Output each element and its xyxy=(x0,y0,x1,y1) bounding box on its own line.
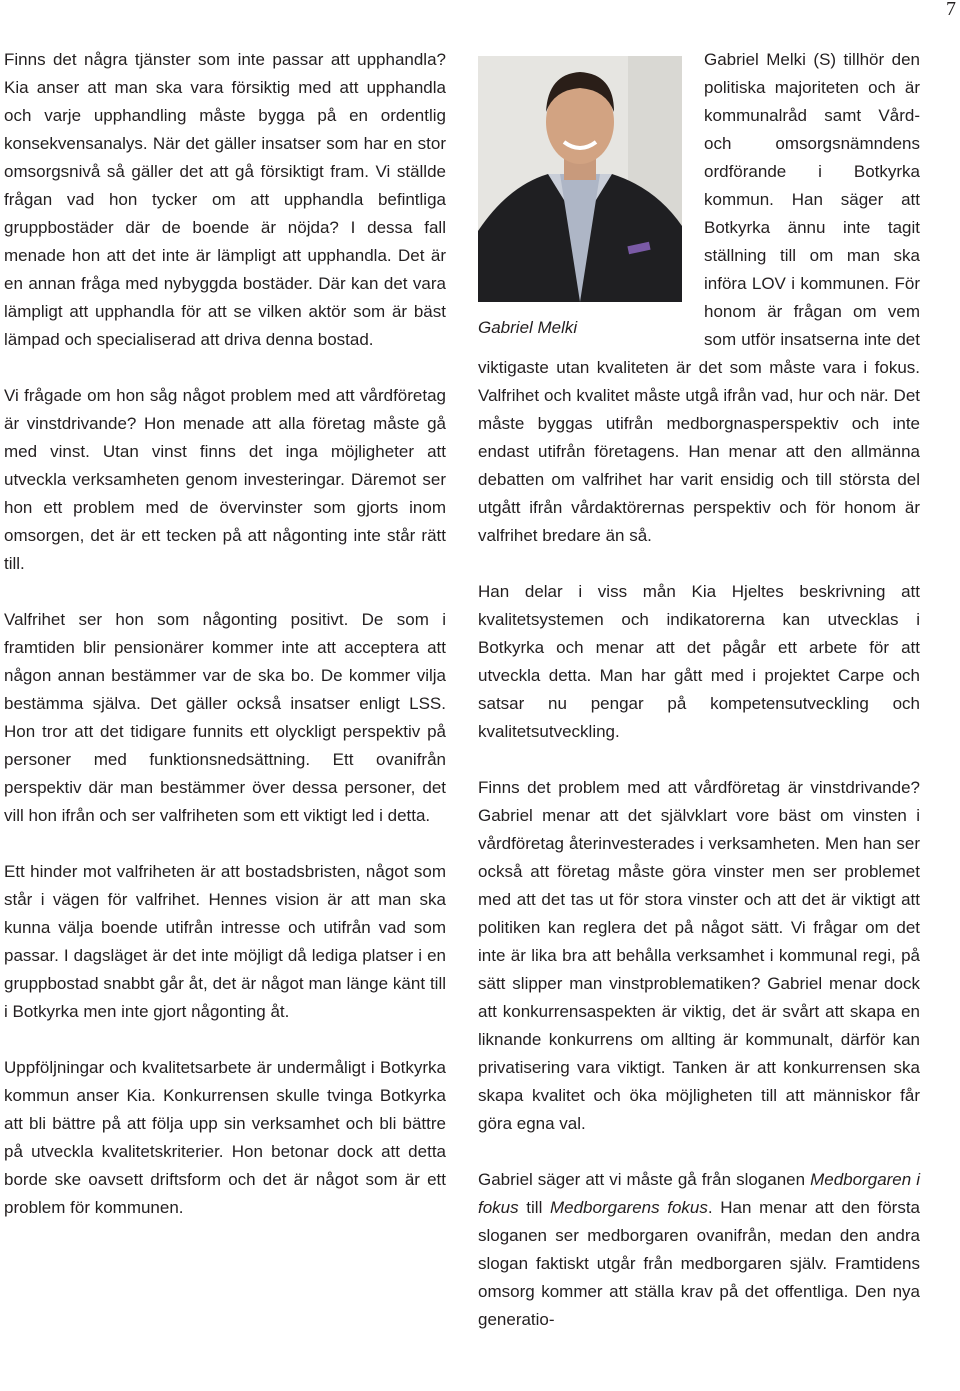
portrait-photo xyxy=(478,56,682,302)
paragraph-right-4 xyxy=(478,1166,920,1334)
paragraph-right-2: Han delar i viss mån Kia Hjeltes beskrivning att kvalitetsystemen och indikatorerna kan utvecklas i Botkyrka och menar att det pågår ett arbete för att utveckla detta. Man har gått med i projektet Carpe och satsar nu pengar på kompetensutveckling och kvalitetsutveckling. xyxy=(478,582,920,741)
page-number: 7 xyxy=(946,0,956,20)
portrait-figure xyxy=(478,56,692,342)
paragraph-left-2: Vi frågade om hon såg något problem med att vårdföretag är vinstdrivande? Hon menade att alla företag måste gå med vinst. Utan vinst finns det inga möjligheter att utveckla verksamheten genom investeringar. Däremot ser hon ett problem med de övervinster som gjorts inom omsorgen, det är ett tecken på att någonting inte står rätt till. xyxy=(4,386,446,573)
slogan-medborgarens-fokus: Medborgarens fokus xyxy=(549,1198,708,1217)
paragraph-right-3: Finns det problem med att vårdföretag är vinstdrivande? Gabriel menar att det självklart vore bäst om vinsten i vårdföretag återinvesterades i verksamheten. Men han ser också att företag måste göra vinster men ser problemet med att det tas ut för stora vinster och att det är viktigt att politiken kan reglera det på något sätt. Vi frågar om det inte är lika bra att behålla verksamhet i kommunal regi, på sätt slipper man vinstproblematiken? Gabriel menar dock att konkurrensaspekten är viktig, det är svårt att skapa en liknande konkurrens om allting är kommunalt, därför kan privatisering vara viktigt. Tanken är att konkurrensen ska skapa kvalitet och öka möjligheten till att människor får göra egna val. xyxy=(478,778,920,1133)
paragraph-left-3: Valfrihet ser hon som någonting positivt. De som i framtiden blir pensionärer kommer inte att acceptera att någon annan bestämmer var de ska bo. De kommer vilja bestämma själva. Det gäller också insatser enligt LSS. Hon tror att det tidigare funnits ett olyckligt perspektiv på personer med funktionsnedsättning. Ett ovanifrån perspektiv där man bestämmer över dessa personer, det vill hon ifrån och ser valfriheten som ett viktigt led i detta. xyxy=(4,610,446,825)
paragraph-right-4-part-b: till xyxy=(518,1198,550,1217)
paragraph-right-4-part-c: . Han menar att den första sloganen ser medborgaren ovanifrån, medan den andra slogan faktiskt utgår från medborgaren själv. Framtidens omsorg kommer att ställa krav på det offentliga. Den nya generatio- xyxy=(478,1198,920,1329)
right-column xyxy=(478,46,920,1362)
slogan-medborgaren-i-fokus: Medborgaren i fokus xyxy=(478,1170,921,1217)
paragraph-left-1: Finns det några tjänster som inte passar att upphandla? Kia anser att man ska vara försiktig med att upphandla och varje upphandling måste bygga på en ordentlig konsekvensanalys. När det gäller insatser som har en stor omsorgsnivå så gäller det att gå försiktigt fram. Vi ställde frågan vad hon tycker om att upphandla befintliga gruppbostäder där de boende är nöjda? I dessa fall menade hon att det inte är lämpligt att upphandla. Det är en annan fråga med nybyggda bostäder. Där kan det vara lämpligt att upphandla för att se vilken aktör som är bäst lämpad och specialiserad att driva denna bostad. xyxy=(4,50,446,349)
portrait-illustration xyxy=(478,56,682,302)
left-column xyxy=(4,46,446,1250)
paragraph-right-4-part-a: Gabriel säger att vi måste gå från sloganen xyxy=(478,1170,811,1189)
paragraph-right-1: Gabriel Melki (S) tillhör den politiska majoriteten och är kommunalråd samt Vård- och omsorgsnämndens ordförande i Botkyrka kommun. Han säger att Botkyrka ännu inte tagit ställning till om man ska införa LOV i kommunen. För honom är frågan om vem som utför insatserna inte det viktigaste utan kvaliteten är det som måste vara i fokus. Valfrihet och kvalitet måste utgå ifrån vad, hur och när. Det måste byggas utifrån medborgnasperspektiv och inte endast utifrån företagens. Han menar att den allmänna debatten om valfrihet har varit ensidig och till största del utgått ifrån vårdaktörernas perspektiv och för honom är valfrihet bredare än så. xyxy=(478,50,920,545)
paragraph-left-5: Uppföljningar och kvalitetsarbete är undermåligt i Botkyrka kommun anser Kia. Konkurrensen skulle tvinga Botkyrka att bli bättre på att följa upp sin verksamhet och bli bättre på utveckla kvalitetskriterier. Hon betonar dock att detta borde ske oavsett driftsform och det är något som är ett problem för kommunen. xyxy=(4,1058,446,1217)
photo-caption: Gabriel Melki xyxy=(478,318,578,337)
paragraph-left-4: Ett hinder mot valfriheten är att bostadsbristen, något som står i vägen för valfrihet. Hennes vision är att man ska kunna välja boende utifrån intresse och utifrån vad som passar. I dagsläget är det inte möjligt då lediga platser i en gruppbostad snabbt går åt, det är något man länge känt till i Botkyrka men inte gjort någonting åt. xyxy=(4,862,446,1021)
